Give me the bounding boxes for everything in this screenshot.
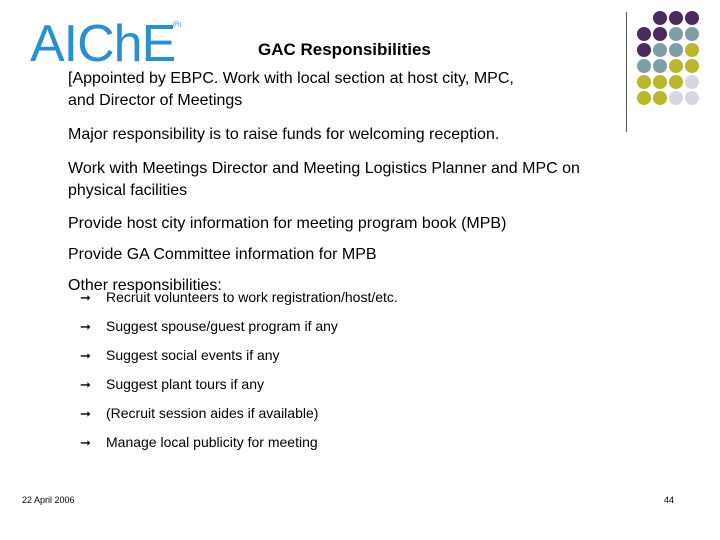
arrow-bullet-icon: ➞ [80,319,91,334]
sub-item [80,433,318,452]
decorative-dot [669,43,683,57]
decorative-dot [653,43,667,57]
page-number: 44 [664,495,675,505]
paragraph-line: physical facilities [68,182,188,199]
paragraph-line: Provide host city information for meeting program book (MPB) [68,215,507,232]
decorative-dot [669,11,683,25]
arrow-bullet-icon: ➞ [80,406,91,421]
footer-date: 22 April 2006 [22,495,75,505]
paragraph-funds [68,124,499,146]
arrow-bullet-icon: ➞ [80,348,91,363]
decorative-dot [685,43,699,57]
arrow-bullet-icon: ➞ [80,290,91,305]
decorative-dot [669,59,683,73]
decorative-dot [637,43,651,57]
decorative-dot [653,11,667,25]
arrow-bullet-icon: ➞ [80,435,91,450]
sub-item-text: Suggest social events if any [106,347,280,363]
slide-title: GAC Responsibilities [258,40,431,59]
decorative-dot [685,11,699,25]
decorative-dot [685,59,699,73]
paragraph-line: Provide GA Committee information for MPB [68,246,377,263]
decorative-dot [637,91,651,105]
decorative-dot [669,27,683,41]
decorative-dot [685,27,699,41]
decorative-dot [685,91,699,105]
paragraph-line: and Director of Meetings [68,92,243,109]
sub-item-text: (Recruit session aides if available) [106,405,319,421]
decorative-dot [653,75,667,89]
decorative-dot [637,27,651,41]
decorative-dot [653,59,667,73]
decorative-dot [637,59,651,73]
decorative-dot [637,75,651,89]
paragraph-line: Major responsibility is to raise funds for welcoming reception. [68,126,500,143]
divider-line [626,12,627,132]
decorative-dot [669,75,683,89]
arrow-bullet-icon: ➞ [80,377,91,392]
paragraph-line: Work with Meetings Director and Meeting Logistics Planner and MPC on [68,160,580,177]
decorative-dot [669,91,683,105]
sub-item-text: Recruit volunteers to work registration/host/etc. [106,289,398,305]
logo-wordmark: AIChE [30,15,176,73]
registered-mark: (R) [173,22,182,28]
sub-item-text: Suggest spouse/guest program if any [106,318,338,334]
paragraph-ga-committee [68,244,377,266]
paragraph-line: Other responsibilities: [68,277,222,294]
sub-item [80,404,318,423]
paragraph-host-city [68,213,506,235]
paragraph-meetings [68,158,580,202]
sub-item-text: Manage local publicity for meeting [106,434,318,450]
sub-item-text: Suggest plant tours if any [106,376,264,392]
sub-item [80,317,338,336]
sub-item [80,375,264,394]
decorative-dot [685,75,699,89]
paragraph-line: [Appointed by EBPC. Work with local section at host city, MPC, [68,70,514,87]
sub-item [80,346,280,365]
decorative-dot [653,91,667,105]
paragraph-appointed [68,68,514,112]
decorative-dot [653,27,667,41]
sub-item [80,288,398,307]
aiche-logo [30,15,182,73]
